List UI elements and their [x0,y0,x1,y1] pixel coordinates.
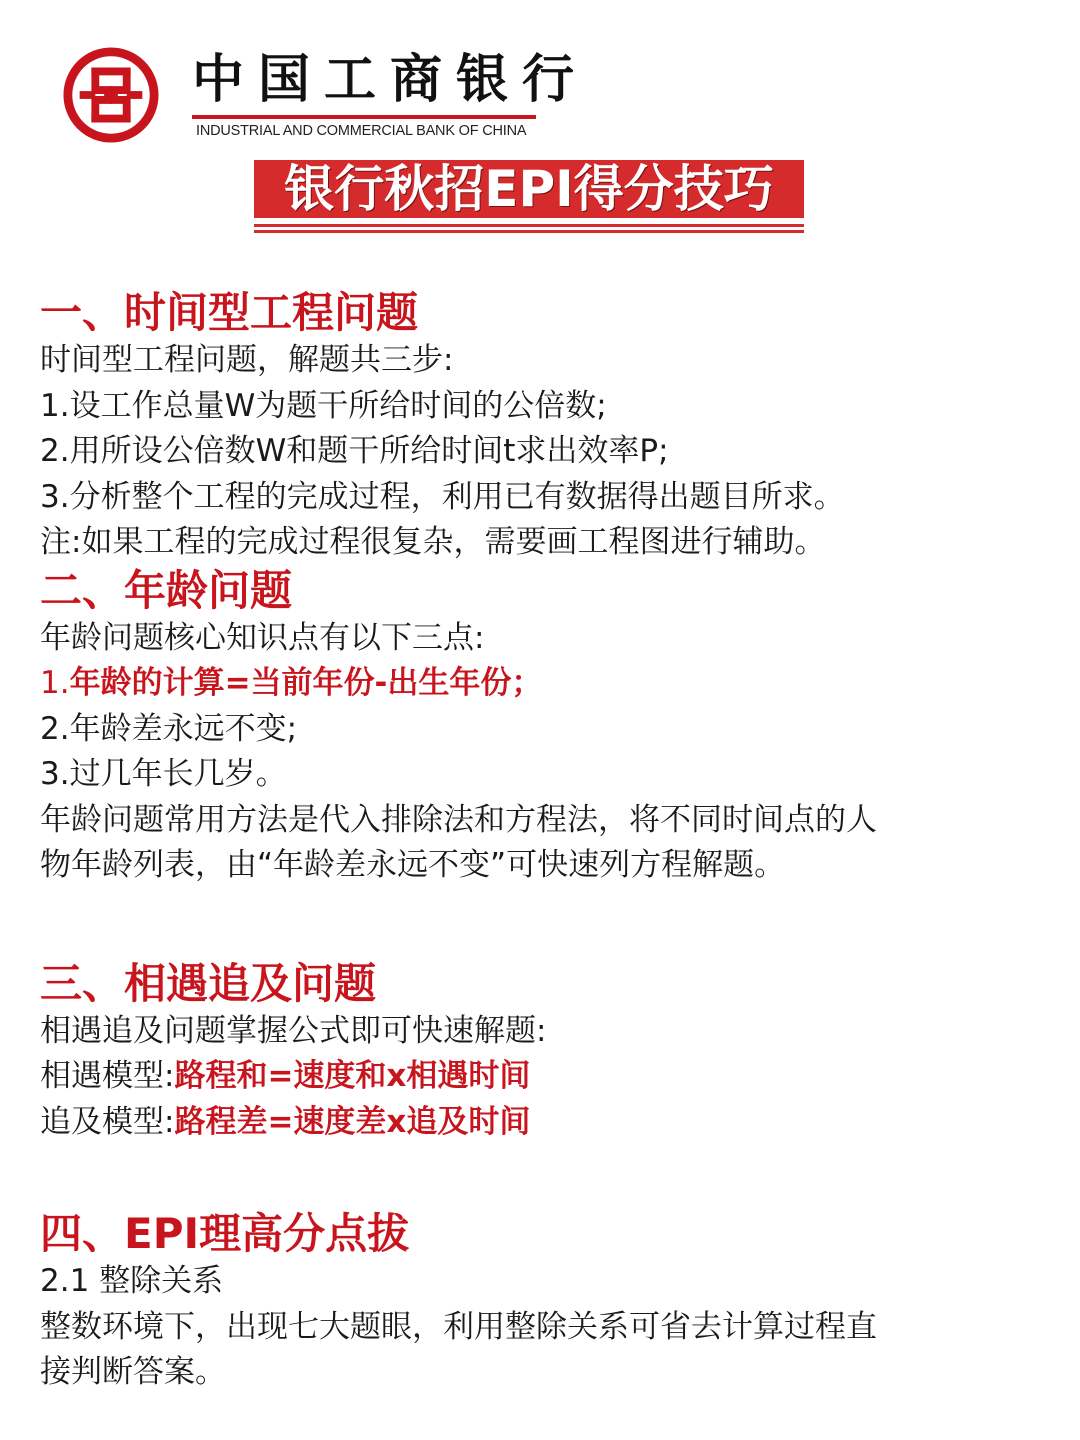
paragraph-line: 整数环境下，出现七大题眼，利用整除关系可省去计算过程直 [40,1308,877,1345]
section-heading: 三、相遇追及问题 [40,958,377,1008]
paragraph-line: 2.1 整除关系 [40,1263,224,1299]
paragraph-line: 2.用所设公倍数W和题干所给时间t求出效率P; [40,433,669,469]
section-heading: 一、时间型工程问题 [40,288,419,337]
formula-label: 追及模型: [40,1103,175,1140]
formula-text: 路程差=速度差x追及时间 [174,1103,531,1140]
formula-line [40,1054,1050,1100]
brand-name-cn: 中国工商银行 [192,50,589,110]
section-heading: 四、EPI理高分点拔 [40,1209,410,1258]
article-body [40,288,1050,1396]
spacer [40,1145,1050,1209]
formula-text: 路程和=速度和x相遇时间 [174,1058,531,1094]
paragraph-line: 接判断答案。 [40,1354,226,1390]
title-underline [254,224,804,227]
paragraph-line: 注:如果工程的完成过程很复杂，需要画工程图进行辅助。 [40,524,826,560]
paragraph-line: 3.过几年长几岁。 [40,756,287,792]
section-heading: 二、年龄问题 [40,565,293,615]
paragraph-line: 3.分析整个工程的完成过程，利用已有数据得出题目所求。 [40,478,845,515]
paragraph-line: 物年龄列表，由“年龄差永远不变”可快速列方程解题。 [40,847,786,883]
icbc-logo-icon [62,46,160,144]
highlight-text: 年龄的计算=当前年份-出生年份； [69,665,543,701]
formula-line [40,1100,1050,1146]
brand-name-en: INDUSTRIAL AND COMMERCIAL BANK OF CHINA [196,123,527,139]
paragraph-line: 年龄问题核心知识点有以下三点: [40,619,485,656]
paragraph-line: 相遇追及问题掌握公式即可快速解题: [40,1012,547,1049]
item-number: 1. [40,665,70,701]
formula-label: 相遇模型: [40,1058,175,1094]
page-title: 银行秋招EPI得分技巧 [254,160,804,218]
title-banner [254,160,804,233]
title-underline-2 [254,230,804,233]
paragraph-line: 1.设工作总量W为题干所给时间的公倍数; [40,387,607,424]
spacer [40,889,1050,959]
paragraph-line: 年龄问题常用方法是代入排除法和方程法，将不同时间点的人 [40,801,877,838]
highlight-line [40,661,1050,707]
brand-divider [192,115,536,119]
paragraph-line: 时间型工程问题，解题共三步: [40,342,454,378]
paragraph-line: 2.年龄差永远不变; [40,710,298,747]
